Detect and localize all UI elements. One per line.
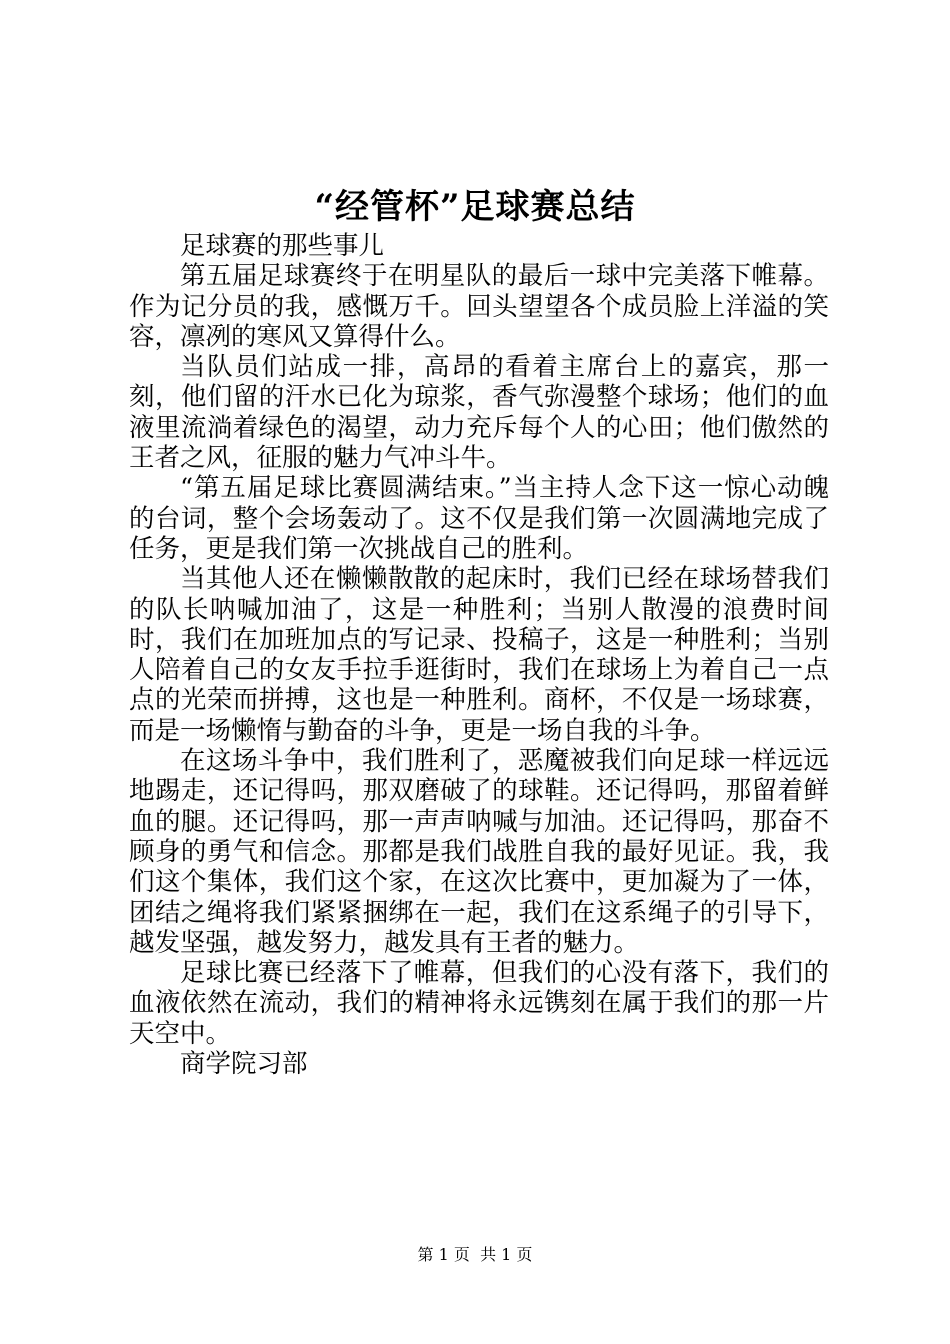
paragraph: 在这场斗争中，我们胜利了，恶魔被我们向足球一样远远地踢走，还记得吗，那双磨破了的球鞋。还记得吗，那留着鲜血的腿。还记得吗，那一声声呐喊与加油。还记得吗，那奋不顾身的勇气和信念。那都是我们战胜自我的最好见证。我，我们这个集体，我们这个家，在这次比赛中，更加凝为了一体，团结之绳将我们紧紧捆绑在一起，我们在这系绳子的引导下，越发坚强，越发努力，越发具有王者的魅力。 xyxy=(129,746,829,958)
paragraph: 当队员们站成一排，高昂的看着主席台上的嘉宾，那一刻，他们留的汗水已化为琼浆，香气弥漫整个球场；他们的血液里流淌着绿色的渴望，动力充斥每个人的心田；他们傲然的王者之风，征服的魅力气冲斗牛。 xyxy=(129,352,829,474)
document-body xyxy=(129,231,829,1079)
footer-spacer xyxy=(470,1245,480,1264)
signature-paragraph: 商学院习部 xyxy=(180,1049,308,1080)
page-number: 第 1 页 xyxy=(417,1245,470,1264)
paragraph: 第五届足球赛终于在明星队的最后一球中完美落下帷幕。作为记分员的我，感慨万千。回头望望各个成员脸上洋溢的笑容，凛冽的寒风又算得什么。 xyxy=(129,261,829,352)
document-title: “经管杯”足球赛总结 xyxy=(314,187,636,227)
subtitle-paragraph: 足球赛的那些事儿 xyxy=(180,231,385,261)
paragraph: 足球比赛已经落下了帷幕，但我们的心没有落下，我们的血液依然在流动，我们的精神将永远镌刻在属于我们的那一片天空中。 xyxy=(129,958,829,1049)
page-footer xyxy=(0,1244,950,1266)
paragraph: “第五届足球比赛圆满结束。”当主持人念下这一惊心动魄的台词，整个会场轰动了。这不仅是我们第一次圆满地完成了任务，更是我们第一次挑战自己的胜利。 xyxy=(129,473,829,564)
paragraph: 当其他人还在懒懒散散的起床时，我们已经在球场替我们的队长呐喊加油了，这是一种胜利；当别人散漫的浪费时间时，我们在加班加点的写记录、投稿子，这是一种胜利；当别人陪着自己的女友手拉手逛街时，我们在球场上为着自己一点点的光荣而拼搏，这也是一种胜利。商杯，不仅是一场球赛，而是一场懒惰与勤奋的斗争，更是一场自我的斗争。 xyxy=(129,564,829,746)
page-total: 共 1 页 xyxy=(480,1245,533,1264)
